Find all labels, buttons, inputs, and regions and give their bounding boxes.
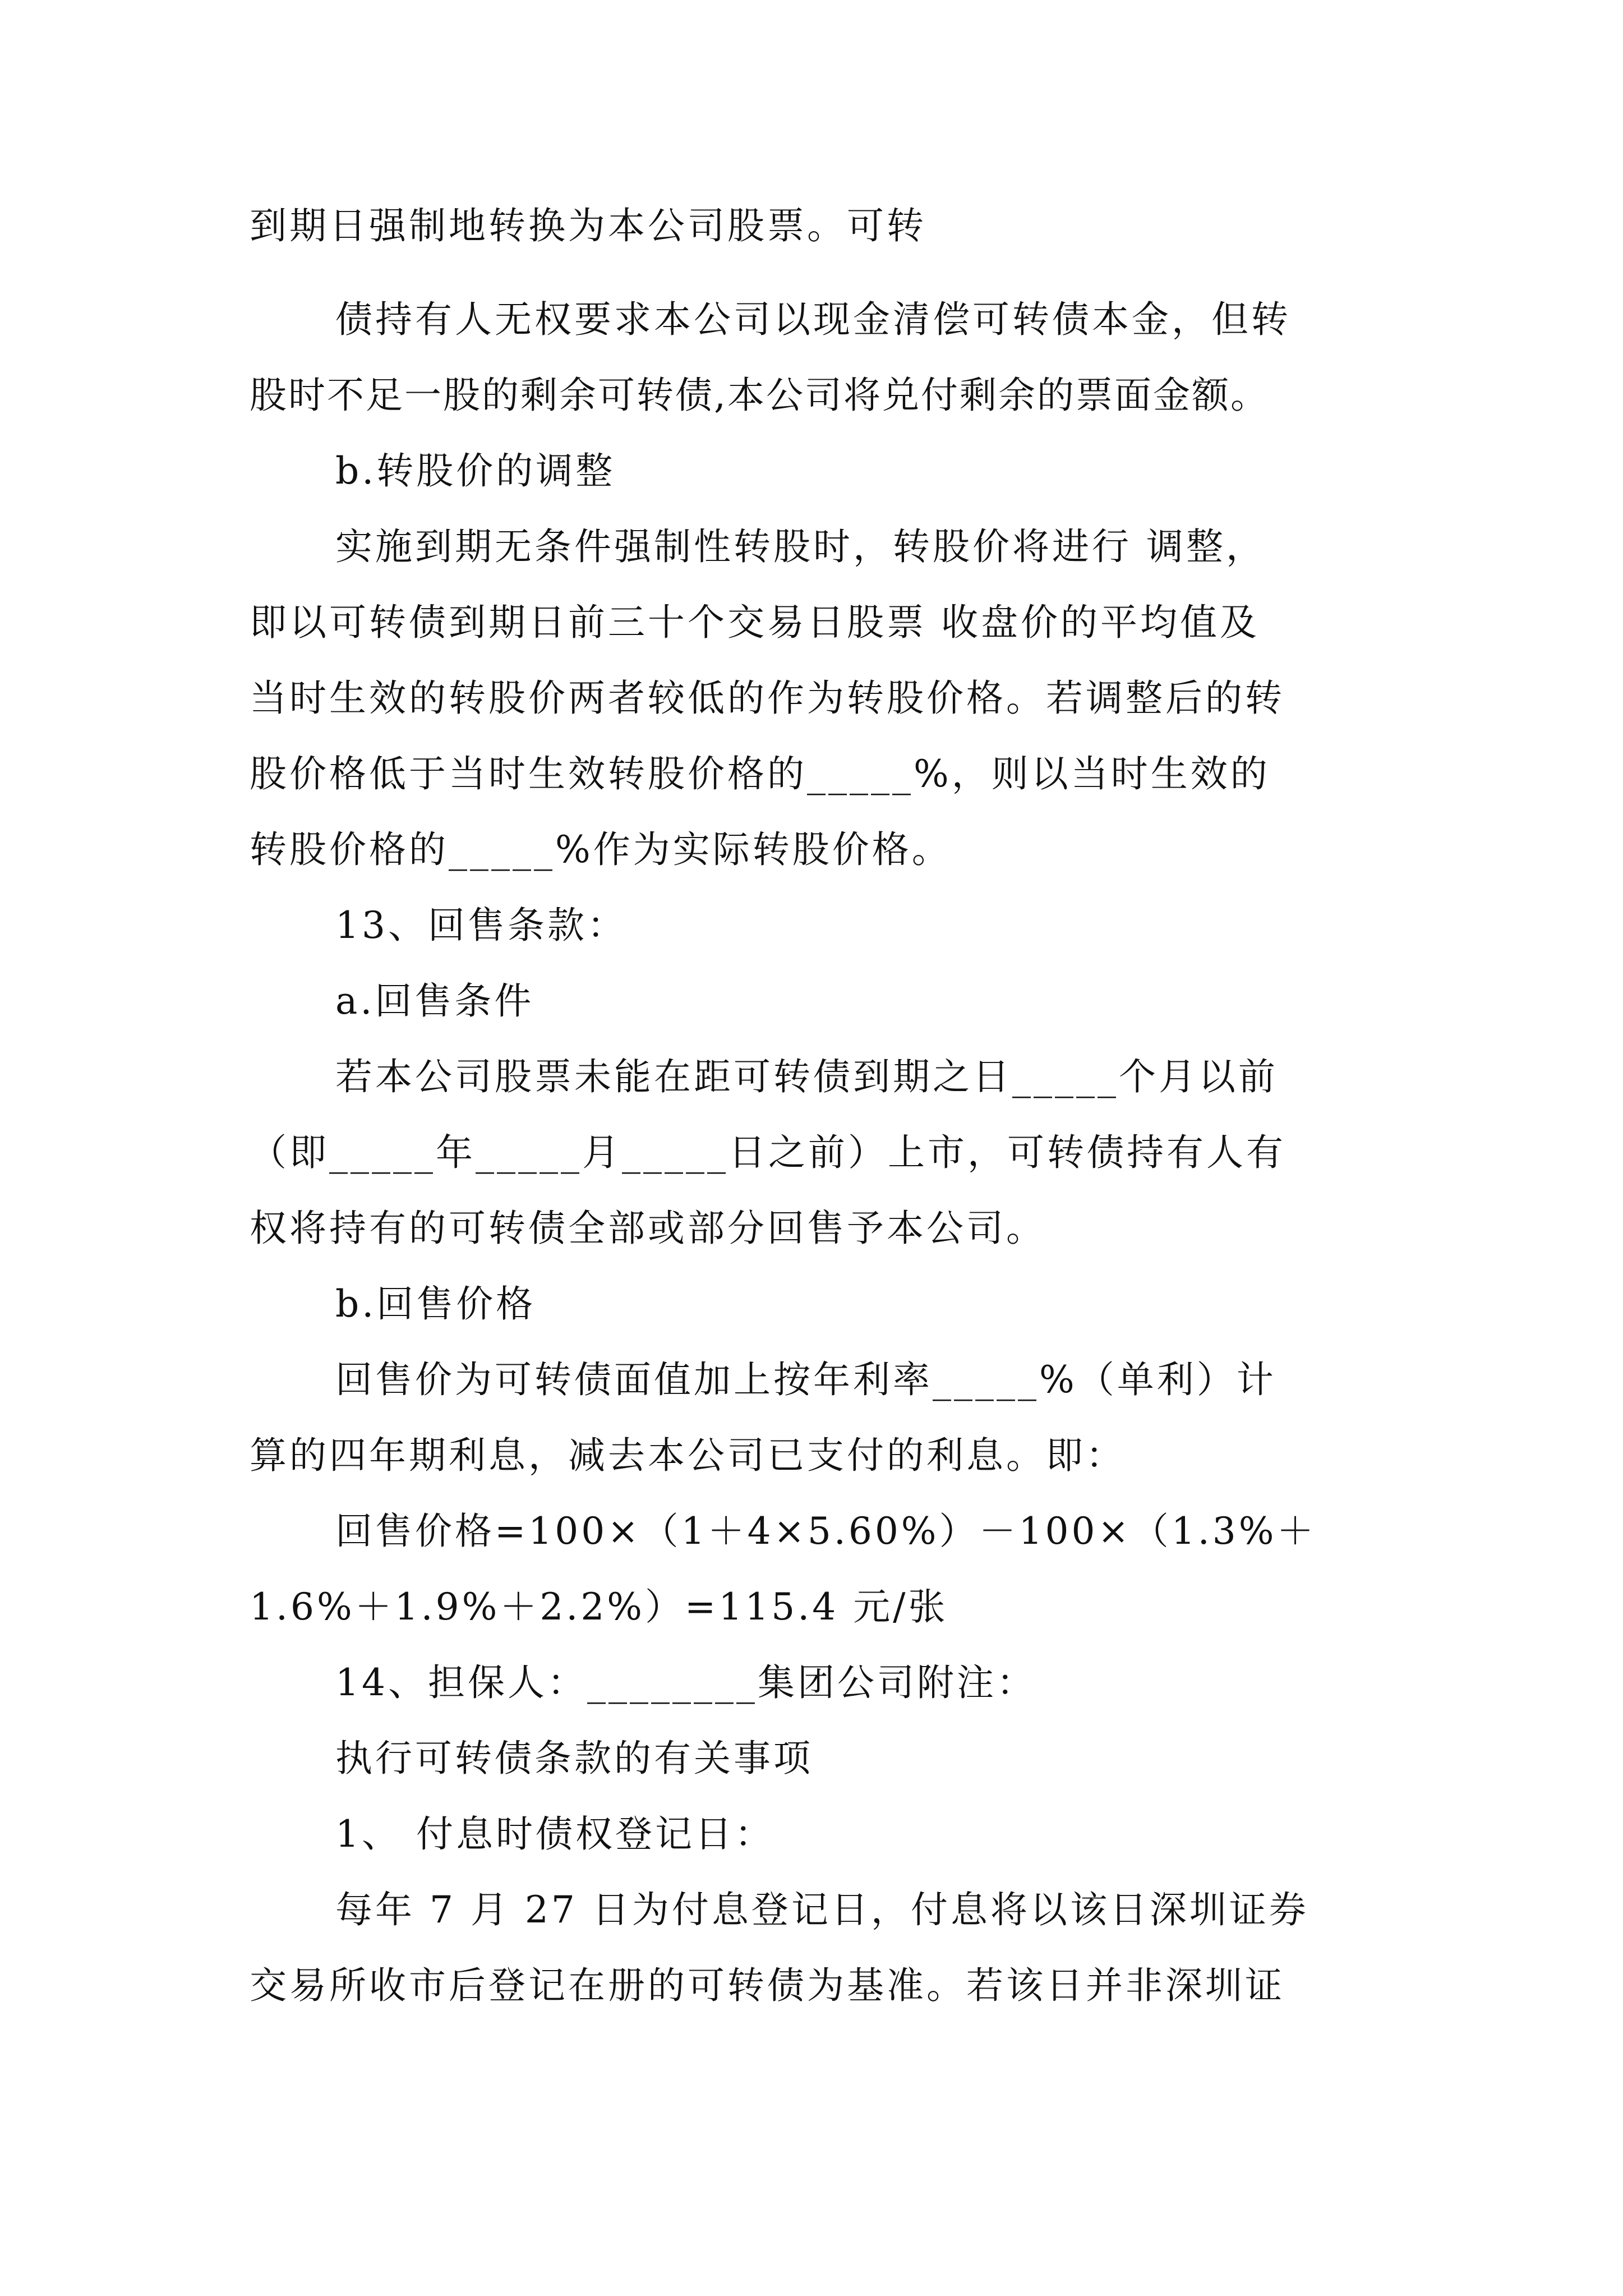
- text-line-17: 算的四年期利息，减去本公司已支付的利息。即：: [250, 1434, 1126, 1477]
- text-line-24: 交易所收市后登记在册的可转债为基准。若该日并非深圳证: [250, 1964, 1285, 2007]
- text-line-5: 实施到期无条件强制性转股时，转股价将进行 调整，: [335, 525, 1266, 568]
- formula-line-2: 1.6%＋1.9%＋2.2%）=115.4 元/张: [250, 1585, 948, 1628]
- text-line-23: 每年 7 月 27 日为付息登记日，付息将以该日深圳证券: [335, 1888, 1309, 1931]
- text-line-1: 到期日强制地转换为本公司股票。可转: [250, 204, 926, 247]
- section-heading-14: 14、担保人：________集团公司附注：: [335, 1661, 1036, 1704]
- text-line-7: 当时生效的转股价两者较低的作为转股价格。若调整后的转: [250, 677, 1285, 720]
- item-heading-1: 1、 付息时债权登记日：: [335, 1812, 774, 1856]
- heading-execution-matters: 执行可转债条款的有关事项: [335, 1737, 813, 1780]
- formula-line-1: 回售价格=100×（1＋4×5.60%）－100×（1.3%＋: [335, 1510, 1317, 1553]
- text-line-3: 股时不足一股的剩余可转债,本公司将兑付剩余的票面金额。: [250, 374, 1269, 417]
- subheading-conversion-price-adjustment: b.转股价的调整: [335, 449, 616, 493]
- section-heading-13: 13、回售条款：: [335, 904, 627, 947]
- text-line-2: 债持有人无权要求本公司以现金清偿可转债本金，但转: [335, 298, 1291, 341]
- text-line-14: 权将持有的可转债全部或部分回售予本公司。: [250, 1207, 1046, 1250]
- text-line-12: 若本公司股票未能在距可转债到期之日_____个月以前: [335, 1055, 1278, 1098]
- subheading-put-conditions: a.回售条件: [335, 979, 534, 1023]
- text-line-13: （即_____年_____月_____日之前）上市，可转债持有人有: [250, 1131, 1286, 1174]
- subheading-put-price: b.回售价格: [335, 1282, 536, 1326]
- text-line-16: 回售价为可转债面值加上按年利率_____%（单利）计: [335, 1358, 1276, 1401]
- text-line-8: 股价格低于当时生效转股价格的_____%，则以当时生效的: [250, 752, 1270, 795]
- text-line-6: 即以可转债到期日前三十个交易日股票 收盘价的平均值及: [250, 601, 1260, 644]
- text-line-9: 转股价格的_____%作为实际转股价格。: [250, 828, 952, 871]
